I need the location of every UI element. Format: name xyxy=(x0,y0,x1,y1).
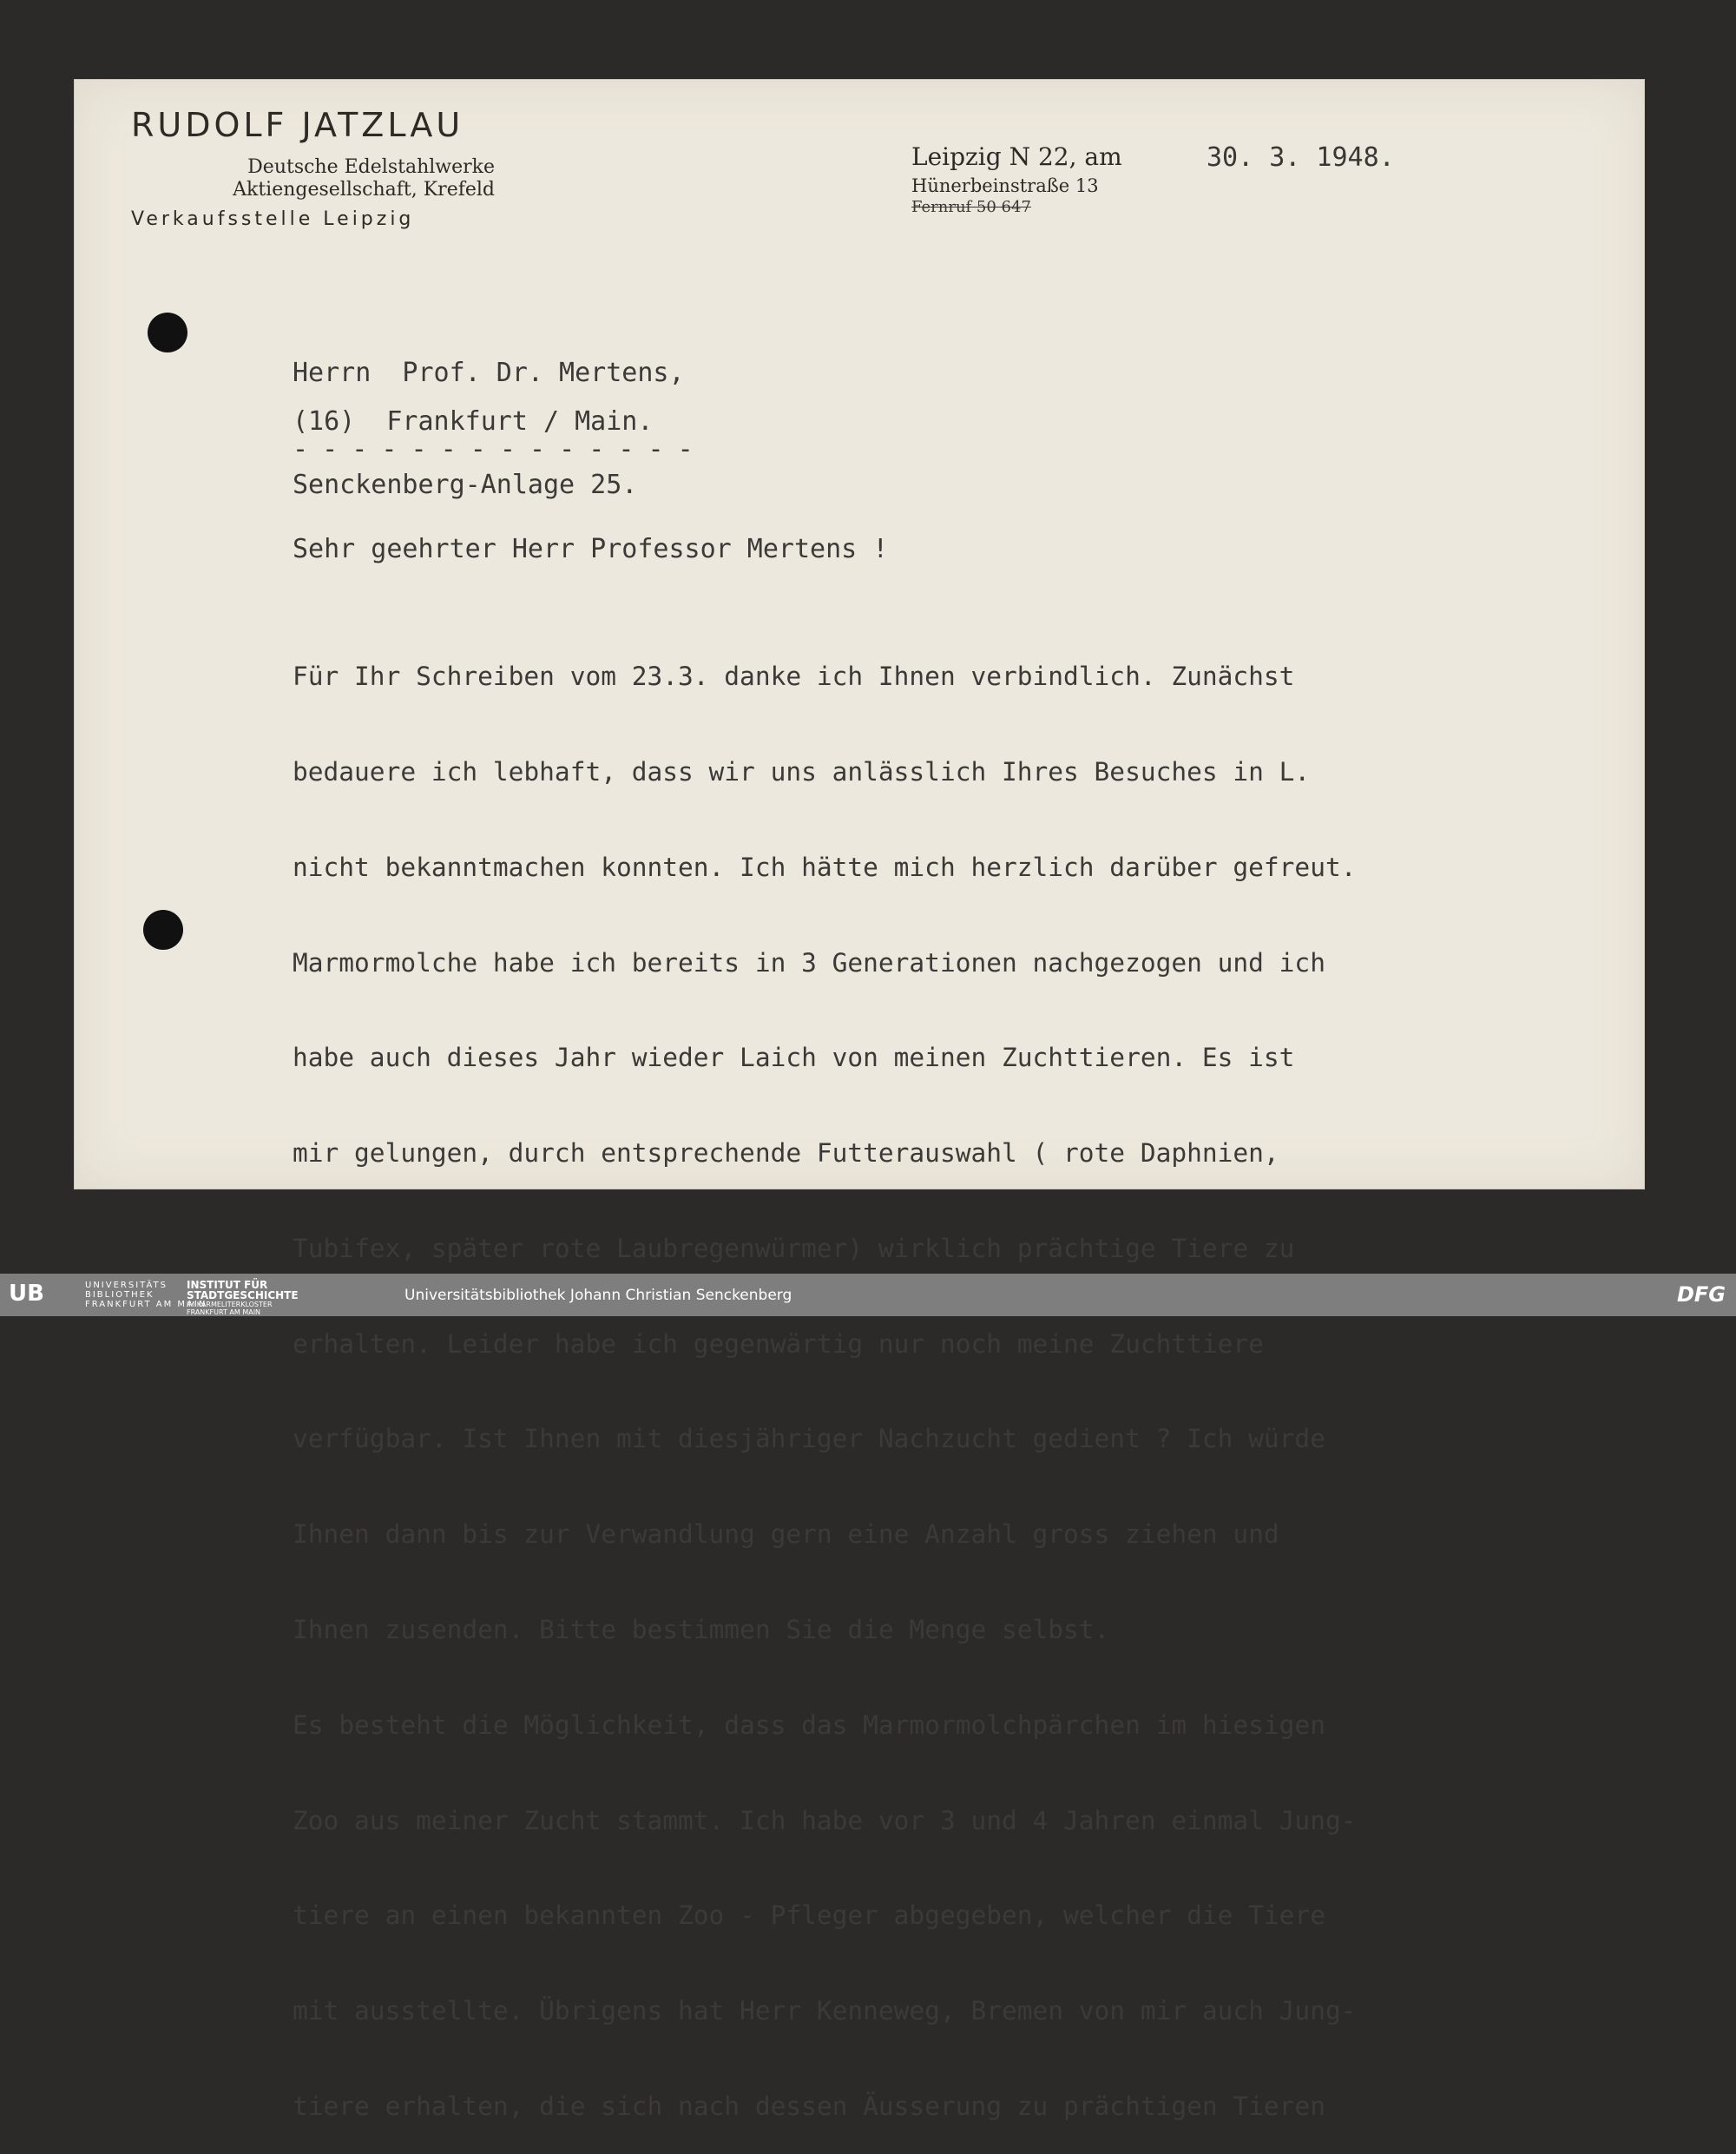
company-line-2: Aktiengesellschaft, Krefeld xyxy=(233,179,495,201)
isg-line-3: IM KARMELITERKLOSTER xyxy=(187,1301,273,1308)
punch-hole-bottom xyxy=(143,910,183,950)
body-line: verfügbar. Ist Ihnen mit diesjähriger Nachzucht gedient ? Ich würde xyxy=(293,1424,1325,1454)
body-line: tiere erhalten, die sich nach dessen Äusserung zu prächtigen Tieren xyxy=(293,2091,1325,2121)
dfg-logo[interactable]: DFG xyxy=(1676,1282,1726,1307)
body-line: Ihnen dann bis zur Verwandlung gern eine Anzahl gross ziehen und xyxy=(293,1519,1279,1550)
body-line: habe auch dieses Jahr wieder Laich von meinen Zuchttieren. Es ist xyxy=(293,1043,1295,1073)
letterhead-phone: Fernruf 50 647 xyxy=(911,198,1031,216)
punch-hole-top xyxy=(148,313,187,352)
letter-body xyxy=(293,597,1356,2154)
body-line: Für Ihr Schreiben vom 23.3. danke ich Ihnen verbindlich. Zunächst xyxy=(293,662,1295,692)
letterhead-name: RUDOLF JATZLAU xyxy=(131,106,464,144)
body-line: tiere an einen bekannten Zoo - Pfleger abgegeben, welcher die Tiere xyxy=(293,1900,1325,1931)
company-line-1: Deutsche Edelstahlwerke xyxy=(247,156,495,178)
isg-line-1: INSTITUT FÜR xyxy=(187,1279,268,1291)
body-line: mir gelungen, durch entsprechende Futterauswahl ( rote Daphnien, xyxy=(293,1138,1279,1169)
body-line: Ihnen zusenden. Bitte bestimmen Sie die Menge selbst. xyxy=(293,1615,1110,1644)
letter-date: 30. 3. 1948. xyxy=(1207,142,1395,173)
address-line-3: Senckenberg-Anlage 25. xyxy=(293,470,638,500)
ub-text-3: FRANKFURT AM MAIN xyxy=(85,1300,207,1309)
letterhead-street: Hünerbeinstraße 13 xyxy=(911,175,1099,196)
body-line: Zoo aus meiner Zucht stammt. Ich habe vor 3 und 4 Jahren einmal Jung- xyxy=(293,1805,1357,1835)
salutation: Sehr geehrter Herr Professor Mertens ! xyxy=(293,534,889,564)
body-line: bedauere ich lebhaft, dass wir uns anlässlich Ihres Besuches in L. xyxy=(293,756,1311,787)
body-line: erhalten. Leider habe ich gegenwärtig nur noch meine Zuchttiere xyxy=(293,1328,1264,1359)
body-line: mit ausstellte. Übrigens hat Herr Kenneweg, Bremen von mir auch Jung- xyxy=(293,1996,1357,2026)
isg-line-4: FRANKFURT AM MAIN xyxy=(187,1308,261,1316)
body-line: Marmormolche habe ich bereits in 3 Generationen nachgezogen und ich xyxy=(293,947,1325,978)
body-line: Es besteht die Möglichkeit, dass das Marmormolchpärchen im hiesigen xyxy=(293,1709,1325,1740)
body-line: nicht bekanntmachen konnten. Ich hätte mich herzlich darüber gefreut. xyxy=(293,852,1357,882)
ub-text-2: BIBLIOTHEK xyxy=(85,1290,155,1300)
ub-logo[interactable]: UB xyxy=(9,1281,44,1307)
ub-text-1: UNIVERSITÄTS xyxy=(85,1281,168,1290)
address-underline: - - - - - - - - - - - - - - xyxy=(293,434,693,464)
address-line-2: (16) Frankfurt / Main. xyxy=(293,406,654,437)
viewer-footer xyxy=(0,1274,1736,1316)
isg-line-2: STADTGESCHICHTE xyxy=(187,1289,299,1301)
letterhead-office: Verkaufsstelle Leipzig xyxy=(131,208,415,230)
address-line-1: Herrn Prof. Dr. Mertens, xyxy=(293,358,685,388)
isg-logo[interactable] xyxy=(187,1280,299,1316)
library-name: Universitätsbibliothek Johann Christian Senckenberg xyxy=(404,1287,792,1304)
letterhead-place: Leipzig N 22, am xyxy=(911,142,1122,171)
body-line: Tubifex, später rote Laubregenwürmer) wirklich prächtige Tiere zu xyxy=(293,1233,1295,1263)
letterhead-company xyxy=(200,156,495,201)
